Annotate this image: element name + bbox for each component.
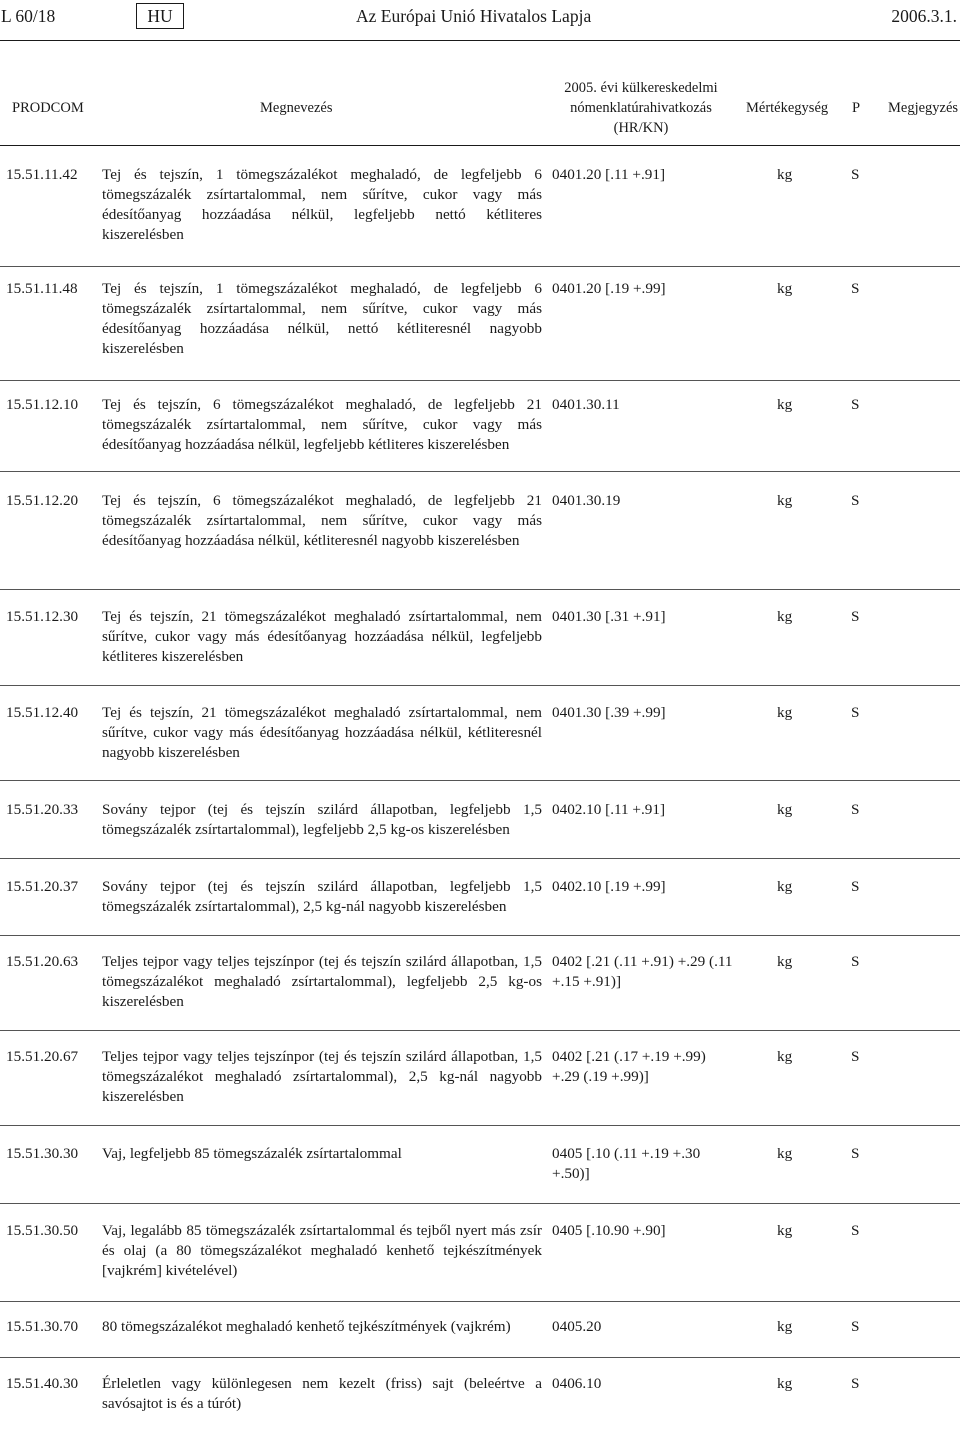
row-code: 15.51.20.63 — [6, 953, 79, 970]
row-cn-code: 0405 [.10.90 +.90] — [552, 1222, 666, 1239]
row-p: S — [851, 953, 860, 970]
row-p: S — [851, 1222, 860, 1239]
col-prodcom: PRODCOM — [12, 100, 84, 116]
row-unit: kg — [777, 396, 793, 413]
row-p: S — [851, 1048, 860, 1065]
row-code: 15.51.12.20 — [6, 492, 79, 509]
row-cn-code: 0405.20 — [552, 1318, 602, 1335]
language-badge: HU — [136, 3, 184, 29]
table-row — [0, 703, 960, 781]
table-row — [0, 279, 960, 381]
row-cn-code: 0406.10 — [552, 1375, 602, 1392]
table-row — [0, 165, 960, 267]
row-code: 15.51.30.30 — [6, 1145, 79, 1162]
row-unit: kg — [777, 953, 793, 970]
row-p: S — [851, 166, 860, 183]
col-name: Megnevezés — [260, 100, 333, 116]
row-code: 15.51.12.30 — [6, 608, 79, 625]
col-cn-line1: 2005. évi külkereskedelmi — [564, 80, 718, 96]
col-cn — [548, 78, 734, 138]
row-code: 15.51.20.33 — [6, 801, 79, 818]
col-p: P — [852, 100, 861, 116]
table-row — [0, 607, 960, 686]
row-description: Tej és tejszín, 1 tömegszázalékot meghaladó, de legfeljebb 6 tömegszázalék zsírtartalommal, nem sűrítve, cukor vagy más édesítőanyag hozzáadása nélkül, legfeljebb nettó kétliteres kiszerelésben — [102, 166, 542, 243]
row-code: 15.51.30.50 — [6, 1222, 79, 1239]
row-description: Tej és tejszín, 6 tömegszázalékot meghaladó, de legfeljebb 21 tömegszázalék zsírtartalommal, nem sűrítve, cukor vagy más édesítőanyag hozzáadása nélkül, kétliteresnél nagyobb kiszerelésben — [102, 492, 542, 549]
row-code: 15.51.12.10 — [6, 396, 79, 413]
row-code: 15.51.11.42 — [6, 166, 78, 183]
row-unit: kg — [777, 1375, 793, 1392]
table-row — [0, 1221, 960, 1302]
row-cn-code: 0401.20 [.19 +.99] — [552, 280, 666, 297]
publication-date: 2006.3.1. — [891, 6, 957, 26]
row-unit: kg — [777, 1048, 793, 1065]
row-description: Tej és tejszín, 21 tömegszázalékot meghaladó zsírtartalommal, nem sűrítve, cukor vagy más édesítőanyag hozzáadása nélkül, legfeljebb kétliteres kiszerelésben — [102, 608, 542, 665]
row-unit: kg — [777, 704, 793, 721]
row-p: S — [851, 608, 860, 625]
row-cn-code: 0402.10 [.19 +.99] — [552, 878, 666, 895]
page-reference: L 60/18 — [1, 6, 56, 26]
row-p: S — [851, 1145, 860, 1162]
row-p: S — [851, 801, 860, 818]
table-row — [0, 491, 960, 590]
row-unit: kg — [777, 878, 793, 895]
row-description: Érleletlen vagy különlegesen nem kezelt (friss) sajt (beleértve a savósajtot is és a túrót) — [102, 1375, 542, 1412]
header-rule — [0, 40, 960, 41]
col-unit: Mértékegység — [746, 100, 829, 116]
table-header-rule — [0, 145, 960, 146]
row-p: S — [851, 396, 860, 413]
col-note: Megjegyzés — [888, 100, 959, 116]
row-description: Tej és tejszín, 21 tömegszázalékot meghaladó zsírtartalommal, nem sűrítve, cukor vagy más édesítőanyag hozzáadása nélkül, kétliteresnél nagyobb kiszerelésben — [102, 704, 542, 761]
row-cn-code: 0402 [.21 (.11 +.91) +.29 (.11 +.15 +.91)] — [552, 953, 733, 990]
table-row — [0, 800, 960, 859]
row-description: Vaj, legalább 85 tömegszázalék zsírtartalommal és tejből nyert más zsír és olaj (a 80 tömegszázalékot meghaladó kenhető tejkészítmények [vajkrém] kivételével) — [102, 1222, 542, 1279]
row-p: S — [851, 1318, 860, 1335]
table-row — [0, 395, 960, 472]
row-unit: kg — [777, 280, 793, 297]
row-cn-code: 0401.30.11 — [552, 396, 620, 413]
row-description: Teljes tejpor vagy teljes tejszínpor (tej és tejszín szilárd állapotban, 1,5 tömegszázalékot meghaladó zsírtartalommal), 2,5 kg-nál nagyobb kiszerelésben — [102, 1048, 542, 1105]
row-unit: kg — [777, 1318, 793, 1335]
row-code: 15.51.20.67 — [6, 1048, 79, 1065]
row-unit: kg — [777, 1222, 793, 1239]
row-unit: kg — [777, 492, 793, 509]
table-row — [0, 1144, 960, 1204]
row-unit: kg — [777, 1145, 793, 1162]
row-code: 15.51.20.37 — [6, 878, 79, 895]
row-unit: kg — [777, 608, 793, 625]
row-code: 15.51.30.70 — [6, 1318, 79, 1335]
row-description: Teljes tejpor vagy teljes tejszínpor (tej és tejszín szilárd állapotban, 1,5 tömegszázalékot meghaladó zsírtartalommal), legfeljebb 2,5 kg-os kiszerelésben — [102, 953, 542, 1010]
row-description: Sovány tejpor (tej és tejszín szilárd állapotban, legfeljebb 1,5 tömegszázalék zsírtartalommal), legfeljebb 2,5 kg-os kiszerelésben — [102, 801, 542, 838]
row-code: 15.51.11.48 — [6, 280, 78, 297]
row-code: 15.51.12.40 — [6, 704, 79, 721]
table-row — [0, 1047, 960, 1126]
row-unit: kg — [777, 801, 793, 818]
row-cn-code: 0402 [.21 (.17 +.19 +.99) +.29 (.19 +.99)] — [552, 1048, 706, 1085]
row-p: S — [851, 704, 860, 721]
row-p: S — [851, 492, 860, 509]
row-cn-code: 0401.30.19 — [552, 492, 621, 509]
row-cn-code: 0401.30 [.31 +.91] — [552, 608, 666, 625]
row-description: Sovány tejpor (tej és tejszín szilárd állapotban, legfeljebb 1,5 tömegszázalék zsírtartalommal), 2,5 kg-nál nagyobb kiszerelésben — [102, 878, 542, 915]
row-cn-code: 0401.30 [.39 +.99] — [552, 704, 666, 721]
table-row — [0, 1317, 960, 1358]
row-description: Vaj, legfeljebb 85 tömegszázalék zsírtartalommal — [102, 1145, 402, 1162]
table-row — [0, 877, 960, 936]
row-cn-code: 0401.20 [.11 +.91] — [552, 166, 666, 183]
table-row — [0, 952, 960, 1031]
row-description: 80 tömegszázalékot meghaladó kenhető tejkészítmények (vajkrém) — [102, 1318, 511, 1335]
row-cn-code: 0402.10 [.11 +.91] — [552, 801, 666, 818]
journal-title: Az Európai Unió Hivatalos Lapja — [356, 6, 592, 26]
row-p: S — [851, 1375, 860, 1392]
page-header — [0, 0, 960, 40]
row-description: Tej és tejszín, 6 tömegszázalékot meghaladó, de legfeljebb 21 tömegszázalék zsírtartalommal, nem sűrítve, cukor vagy más édesítőanyag hozzáadása nélkül, legfeljebb kétliteres kiszerelésben — [102, 396, 542, 453]
row-p: S — [851, 280, 860, 297]
row-code: 15.51.40.30 — [6, 1375, 79, 1392]
row-p: S — [851, 878, 860, 895]
row-unit: kg — [777, 166, 793, 183]
col-cn-line2: nómenklatúrahivatkozás — [570, 100, 712, 116]
row-description: Tej és tejszín, 1 tömegszázalékot meghaladó, de legfeljebb 6 tömegszázalék zsírtartalommal, nem sűrítve, cukor vagy más édesítőanyag hozzáadása nélkül, nettó kétliteresnél nagyobb kiszerelésben — [102, 280, 542, 357]
row-cn-code: 0405 [.10 (.11 +.19 +.30 +.50)] — [552, 1145, 701, 1182]
col-cn-line3: (HR/KN) — [613, 120, 669, 136]
table-row — [0, 1374, 960, 1414]
